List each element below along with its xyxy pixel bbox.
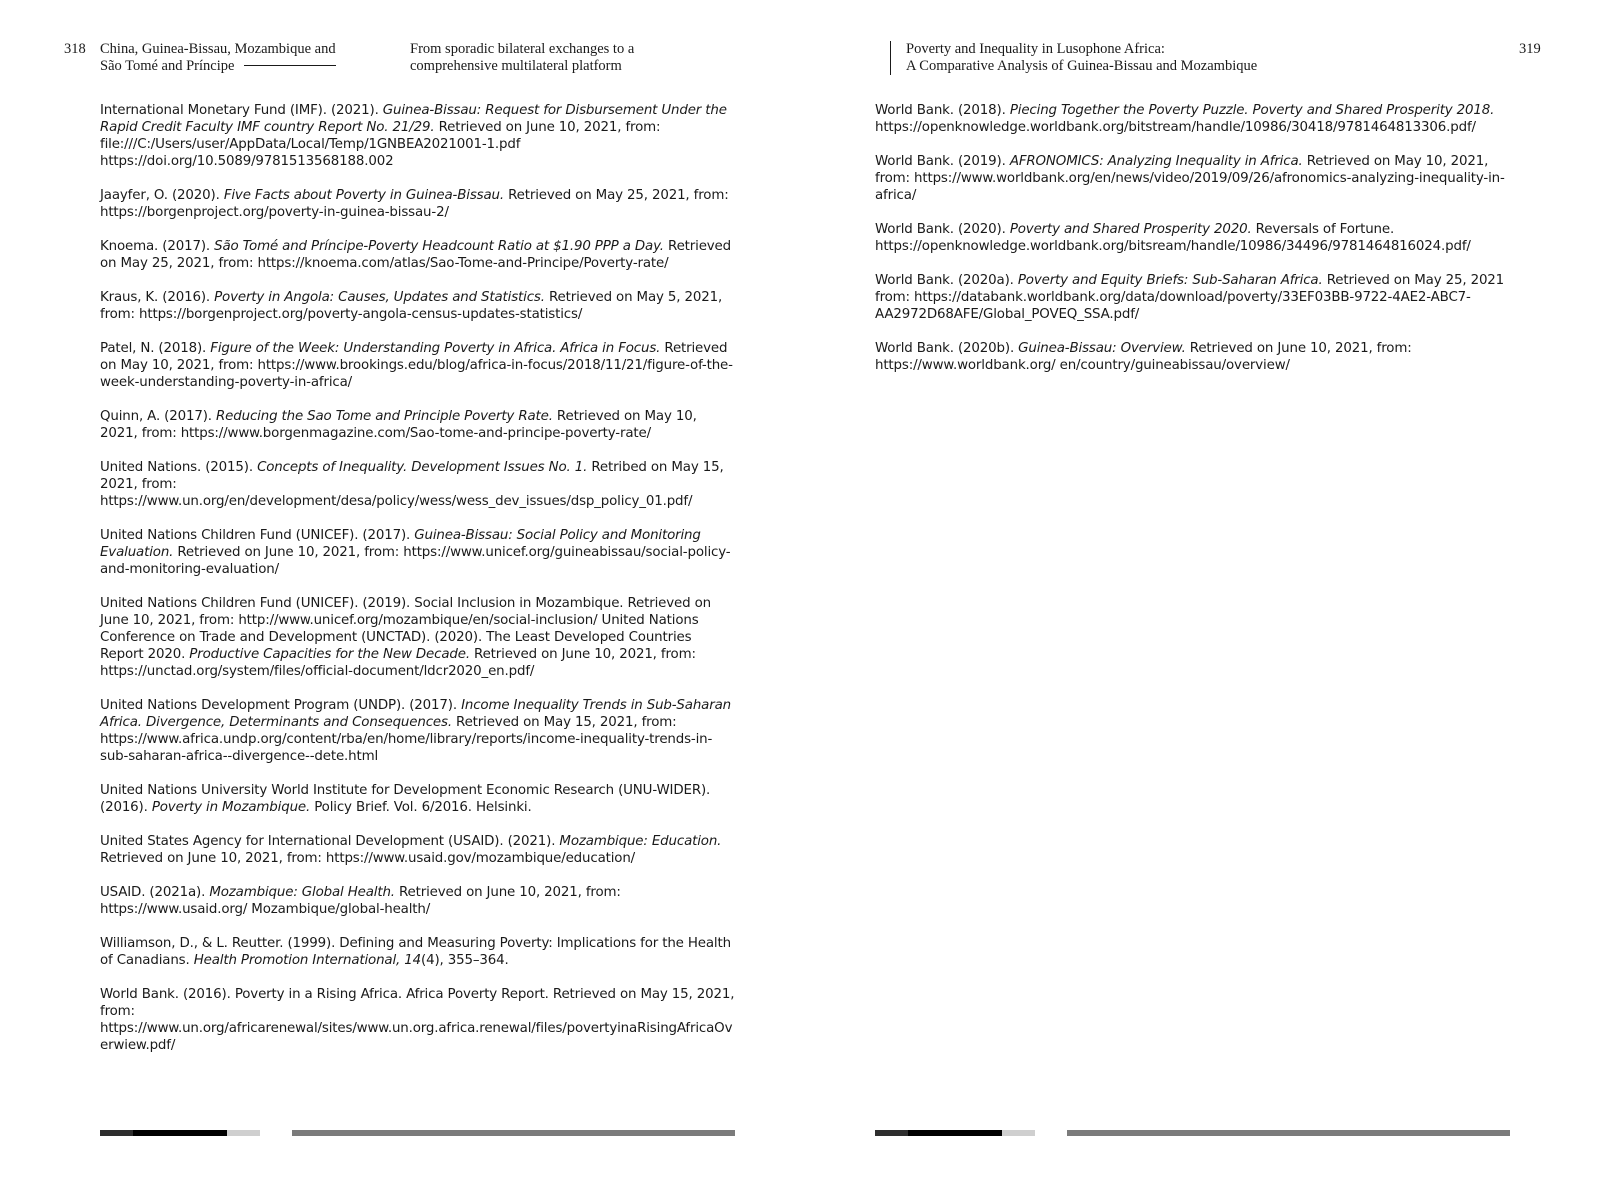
reference-text: Retrieved on June 10, 2021, from: https://www.usaid.gov/mozambique/education/ xyxy=(100,851,636,866)
reference-title: Mozambique: Education. xyxy=(559,834,722,849)
reference-entry xyxy=(100,782,738,816)
reference-text: USAID. (2021a). xyxy=(100,885,210,900)
reference-list xyxy=(875,102,1513,391)
reference-text: United Nations Development Program (UNDP). (2017). xyxy=(100,698,462,713)
reference-title: Poverty in Mozambique. xyxy=(151,800,311,815)
chapter-title-line: From sporadic bilateral exchanges to a xyxy=(410,41,635,57)
reference-title: Piecing Together the Poverty Puzzle. Poverty and Shared Prosperity 2018. xyxy=(1009,103,1495,118)
reference-entry xyxy=(875,272,1513,323)
reference-text: World Bank. (2019). xyxy=(875,154,1010,169)
reference-title: Concepts of Inequality. Development Issues No. 1. xyxy=(257,460,588,475)
header-rule xyxy=(244,65,336,66)
reference-title: Poverty and Shared Prosperity 2020. xyxy=(1009,222,1252,237)
reference-text: Reversals of Fortune. https://openknowledge.worldbank.org/bitsream/handle/10986/34496/9781464816024.pdf/ xyxy=(875,222,1471,254)
reference-list xyxy=(100,102,738,1071)
book-title-header xyxy=(100,41,336,75)
reference-title: São Tomé and Príncipe-Poverty Headcount Ratio at $1.90 PPP a Day. xyxy=(214,239,664,254)
reference-entry xyxy=(100,935,738,969)
book-title-line: China, Guinea-Bissau, Mozambique and xyxy=(100,41,336,57)
reference-text: Retrieved on June 10, 2021, from: https://unctad.org/system/files/official-document/ldcr2020_en.pdf/ xyxy=(100,647,696,679)
reference-text: Retrieved on June 10, 2021, from: https://www.unicef.org/guineabissau/social-policy-and-monitoring-evaluation/ xyxy=(100,545,731,577)
reference-text: Retrieved on May 10, 2021, from: https://www.worldbank.org/en/news/video/2019/09/26/afronomics-analyzing-inequality-in-africa/ xyxy=(875,154,1505,203)
reference-text: Kraus, K. (2016). xyxy=(100,290,215,305)
chapter-title-header xyxy=(410,41,634,75)
reference-entry xyxy=(100,238,738,272)
reference-entry xyxy=(100,986,738,1054)
reference-text: Knoema. (2017). xyxy=(100,239,215,254)
reference-text: Retrieved on June 10, 2021, from: file:///C:/Users/user/AppData/Local/Temp/1GNBEA2021001-1.pdf https://doi.org/10.5089/9781513568188.002 xyxy=(100,120,661,169)
reference-text: Williamson, D., & L. Reutter. (1999). Defining and Measuring Poverty: Implications for the Health of Canadians. xyxy=(100,936,731,968)
reference-text: United Nations University World Institute for Development Economic Research (UNU-WIDER). (2016). xyxy=(100,783,711,815)
reference-title: Health Promotion International, 14 xyxy=(193,953,422,968)
chapter-title-header xyxy=(890,41,1257,75)
reference-title: Five Facts about Poverty in Guinea-Bissau. xyxy=(223,188,504,203)
footer-bar-segment xyxy=(227,1130,260,1136)
reference-title: Income Inequality Trends in Sub-Saharan Africa. Divergence, Determinants and Consequences. xyxy=(100,698,731,730)
footer-bar-segment xyxy=(133,1130,227,1136)
footer-bar-segment xyxy=(1002,1130,1035,1136)
reference-text: Retrieved on May 25, 2021 from: https://databank.worldbank.org/data/download/poverty/33EF03BB-9722-4AE2-ABC7-AA2972D68AFE/Global_POVEQ_SSA.pdf/ xyxy=(875,273,1505,322)
footer-bar-segment xyxy=(100,1130,133,1136)
reference-title: Mozambique: Global Health. xyxy=(209,885,395,900)
reference-title: Guinea-Bissau: Overview. xyxy=(1018,341,1186,356)
reference-entry xyxy=(875,221,1513,255)
reference-entry xyxy=(100,289,738,323)
reference-entry xyxy=(100,884,738,918)
reference-entry xyxy=(100,527,738,578)
reference-title: Guinea-Bissau: Request for Disbursement Under the Rapid Credit Faculty IMF country Report No. 21/29. xyxy=(100,103,727,135)
book-title-line: São Tomé and Príncipe xyxy=(100,58,336,75)
reference-text: Jaayfer, O. (2020). xyxy=(100,188,224,203)
right-page xyxy=(800,0,1600,1200)
reference-text: World Bank. (2020b). xyxy=(875,341,1019,356)
chapter-title-line: A Comparative Analysis of Guinea-Bissau and Mozambique xyxy=(906,58,1258,74)
footer-bar-segment xyxy=(908,1130,1002,1136)
footer-bar xyxy=(1067,1130,1510,1136)
reference-title: AFRONOMICS: Analyzing Inequality in Africa. xyxy=(1009,154,1303,169)
reference-text: World Bank. (2020a). xyxy=(875,273,1018,288)
reference-text: Policy Brief. Vol. 6/2016. Helsinki. xyxy=(310,800,532,815)
chapter-title-line: Poverty and Inequality in Lusophone Africa: xyxy=(906,41,1165,57)
reference-entry xyxy=(100,833,738,867)
page-number: 318 xyxy=(64,41,86,57)
reference-title: Poverty in Angola: Causes, Updates and Statistics. xyxy=(214,290,545,305)
footer-bar-segment xyxy=(875,1130,908,1136)
reference-text: Patel, N. (2018). xyxy=(100,341,211,356)
reference-text: (4), 355–364. xyxy=(421,953,509,968)
page-number: 319 xyxy=(1519,41,1541,57)
reference-title: Productive Capacities for the New Decade. xyxy=(189,647,470,662)
reference-text: International Monetary Fund (IMF). (2021). xyxy=(100,103,383,118)
reference-text: Retrieved on May 25, 2021, from: https://knoema.com/atlas/Sao-Tome-and-Principe/Poverty-rate/ xyxy=(100,239,731,271)
reference-text: https://openknowledge.worldbank.org/bitstream/handle/10986/30418/9781464813306.pdf/ xyxy=(875,120,1476,135)
reference-text: United Nations Children Fund (UNICEF). (2017). xyxy=(100,528,415,543)
reference-text: World Bank. (2016). Poverty in a Rising Africa. Africa Poverty Report. Retrieved on May 15, 2021, from: https://www.un.org/africarenewal/sites/www.un.org.africa.renewal/files/povertyinaRisingAfricaOverwiew.pdf/ xyxy=(100,987,735,1053)
reference-text: Retrieved on May 5, 2021, from: https://borgenproject.org/poverty-angola-census-updates-statistics/ xyxy=(100,290,723,322)
reference-text: World Bank. (2018). xyxy=(875,103,1010,118)
reference-text: Retrieved on May 10, 2021, from: https://www.brookings.edu/blog/africa-in-focus/2018/11/21/figure-of-the-week-understanding-poverty-in-africa/ xyxy=(100,341,733,390)
chapter-title-line: comprehensive multilateral platform xyxy=(410,58,622,74)
reference-title: Reducing the Sao Tome and Principle Poverty Rate. xyxy=(216,409,553,424)
reference-text: Retrieved on June 10, 2021, from: https://www.worldbank.org/ en/country/guineabissau/overview/ xyxy=(875,341,1412,373)
reference-entry xyxy=(100,340,738,391)
reference-text: United States Agency for International Development (USAID). (2021). xyxy=(100,834,560,849)
reference-text: United Nations Children Fund (UNICEF). (2019). Social Inclusion in Mozambique. Retrieved on June 10, 2021, from: http://www.unicef.org/mozambique/en/social-inclusion/ United Nations Conference on Trade and Development (UNCTAD). (2020). The Least Developed Countries Report 2020. xyxy=(100,596,711,662)
reference-entry xyxy=(100,187,738,221)
reference-entry xyxy=(100,408,738,442)
reference-title: Figure of the Week: Understanding Poverty in Africa. Africa in Focus. xyxy=(210,341,661,356)
reference-text: World Bank. (2020). xyxy=(875,222,1010,237)
reference-entry xyxy=(100,697,738,765)
reference-entry xyxy=(100,459,738,510)
reference-entry xyxy=(875,340,1513,374)
reference-text: Retrieved on June 10, 2021, from: https://www.usaid.org/ Mozambique/global-health/ xyxy=(100,885,621,917)
footer-bar xyxy=(292,1130,735,1136)
reference-text: Retrieved on May 25, 2021, from: https://borgenproject.org/poverty-in-guinea-bissau-2/ xyxy=(100,188,729,220)
reference-text: Retribed on May 15, 2021, from: https://www.un.org/en/development/desa/policy/wess/wess_dev_issues/dsp_policy_01.pdf/ xyxy=(100,460,724,509)
reference-title: Poverty and Equity Briefs: Sub-Saharan Africa. xyxy=(1017,273,1323,288)
reference-entry xyxy=(875,102,1513,136)
reference-entry xyxy=(875,153,1513,204)
reference-entry xyxy=(100,595,738,680)
reference-title: Guinea-Bissau: Social Policy and Monitoring Evaluation. xyxy=(100,528,701,560)
reference-entry xyxy=(100,102,738,170)
reference-text: Retrieved on May 15, 2021, from: https://www.africa.undp.org/content/rba/en/home/library/reports/income-inequality-trends-in-sub-saharan-africa--divergence--dete.html xyxy=(100,715,713,764)
reference-text: Quinn, A. (2017). xyxy=(100,409,217,424)
reference-text: United Nations. (2015). xyxy=(100,460,258,475)
reference-text: Retrieved on May 10, 2021, from: https://www.borgenmagazine.com/Sao-tome-and-principe-poverty-rate/ xyxy=(100,409,697,441)
